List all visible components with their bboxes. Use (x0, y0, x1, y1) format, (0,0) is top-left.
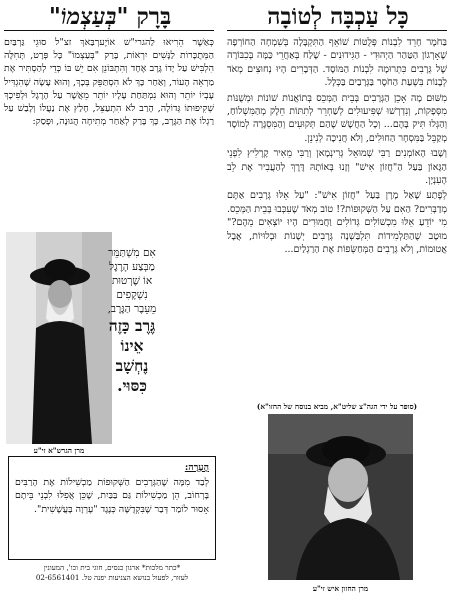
left-article-body (4, 36, 214, 130)
chazon-ish-portrait (268, 414, 413, 580)
right-photo-caption: מרן החזון איש זי"ע (312, 584, 369, 593)
right-article-body (227, 36, 447, 259)
poem-line-1: אִם מִשְׁתַּמֵּר (108, 247, 156, 259)
poem-line-9: כִּסּוּי. (117, 376, 147, 395)
poem-line-6: גֶּרֶב כָּזֶה (108, 316, 156, 335)
note-box (8, 456, 216, 560)
left-photo-caption: מרן הגרש"א זי"ע (33, 446, 85, 455)
chazon-ish-photo (268, 414, 413, 580)
right-title-rule (227, 30, 447, 31)
right-paragraph-3: וְשָׁבוּ הָאוֹמְנִים רַבִּי שְׁמוּאֵל גְּרִינְמָאן וְרַבִּי מֵאִיר קָרֶלִיץ לִפְנֵי הַגָּאוֹן בַּעַל הַ"חֲזוֹן אִישׁ" וְזָנוּ בְּאוֹתָהּ דֶּרֶךְ לְהַעֲבִיר אֶת לֵב הָעִנְיָן. (227, 148, 447, 187)
right-paragraph-2: מִשּׁוּם מָה אָכֵן הַגְּרָבִים בְּבֵית הַמְּכֵס בְּתוֹאֲנוֹת שׁוֹנוֹת וּמְשֻׁנּוֹת מִסְּפָקוֹת, וְנִדְרְשׁוּ שְׁפִּיעוּלִים לְשַׁחְרֵר לְתִתּוֹת חֵלֶק מְהַמִּשְׁלוֹחַ, וְהַגְּלוּ תִּיק בָּהֶם... וְכָל הַחֲשָׁשׁ שֶׁהַם תְּקוּעִים וְהַמִּסְגָּרָה לְמוֹסָד מְקַבֵּל בַּמִּסְחָר הַחוּלִים, וְלֹא חֲנִיכָה לְנִינֵן. (227, 92, 447, 144)
left-title-word: בָּרָק (136, 3, 172, 30)
poem-line-2: מַבְּצַע הָרֶגֶל (109, 261, 155, 273)
poem-line-5: מֵעֵבֶר הַגֶּרֶב, (107, 303, 157, 315)
right-article-title: כָּל עַכְבָּה לְטוֹבָה (267, 3, 409, 30)
note-heading: הֶעָרָה: (184, 462, 209, 473)
left-article-title (6, 4, 214, 30)
right-source-note: (סופר על ידי הגה"צ שליט"א, מביא בנוסח של החזו"א) (256, 402, 418, 411)
poem-line-4: נִשְׁקָפִים (116, 289, 148, 301)
poem-line-3: אוֹ שֶׁרְטוּת (111, 275, 153, 287)
footer-line-2: לעזור, לפעול בנושא הצניעות יפנה טל. 02-6561401 (35, 573, 189, 582)
left-paragraph-1: כְּאַשֶׁר הֵרִיאוּ לַהגרי"ש אוֹיֶערְבַּאךְ זצ"ל סוּגֵי גַּרְבַּיִם הַמְּתֻכָּרוֹת לַנָּשִׁים יִרְאוֹת, בָּרַק "בְּעַצְמוֹ" כָּל פְּרָט, תְּחִלָּה הִלְבִּישׁ עַל יָדוֹ גֶּרֶב אֶחָד וְהִתְבּוֹנֵן אִם יֵשׁ בּוֹ כְּדֵי לְהַסְתִּיר אֶת מַרְאֵה הָעוֹר, וְאַחַר כָּךְ לֹא הִסְתַּפֵּק בְּכָךְ, וְהוּא עָשָׂה שֶׁהִגְדִּיל עָבְיוֹ יוֹתֵר וְהוּא נִמְתַּחַת עָלָיו יוֹתֵר מֵאֲשֶׁר עַל הָרֶגֶל וּלְפִיכָךְ שְׁקִיפוּתוֹ גְּדוֹלָה, הָרַב לֹא הִתְעַצֵּל, חָלַץ אֶת נַעֲלוֹ וְלָבַשׁ עַל רַגְלוֹ אֶת הַגֶּרֶב, כָּךְ בָּרַק לְאַחַר מְתִיחָה הֲגוּנָה, וּפָסַק: (4, 37, 214, 128)
note-body: לְבַד מִמָּה שֶׁהַגְּרָבִים הַשְּׁקוּפוֹת מַכְשִׁילוֹת אֶת הָרַבִּים בָּרְחוֹב, הֵן מַכְשִׁילוֹת גַּם בַּבַּיִת, שֶׁכֵּן אֲפִלּוּ לִבְנֵי בֵּיתָם אָסוּר לוֹמַר דְּבַר שֶׁבִּקְדֻשָּׁה כְּנֶגֶד "עֶרְוָה בָּעֲשָׁשִׁית". (15, 476, 209, 515)
left-title-quote: "בְּעַצְמוֹ" (48, 3, 129, 30)
poem-line-7: אֵינוֹ (120, 336, 144, 355)
right-paragraph-4: לְפֶתַע שָׁאַל מָרָן בַּעַל "חֲזוֹן אִישׁ": "עַל אֵלּוּ גְּרָבִים אַתֶּם מְדַבְּרִים? הַאִם עַל הַשְּׁקוּפוֹת?! טוֹב מְאֹד שֶׁעִכְּבוּ בְּבֵית הַמְּכֵס. מִי יוֹדֵעַ אֵלּוּ מִכְשׁוֹלִים גְּדוֹלִים וַחֲמוּרִים הָיוּ יוֹצְאִים מֵהֶם?" מוּטָב שֶׁהַתַּלְמִידוֹת תִּלְבַּשְׁנָה גְּרָבִים יְשָׁנוֹת וּבְלוּיוֹת, אֲבָל אֲטוּמוֹת, וְלֹא גְּרָבִים הַמְּחַשְּׂפוֹת אֶת הַרַגְלַיִם... (227, 190, 447, 256)
right-paragraph-1: בַּחֹמֶר חָרֵד לִבְנוֹת פְּלֻטּוֹת שׁוֹאֵף הַתִּקְבָּלָה בְּשִׁמְחָה הַחוֹרְפָה שֶׁאָרְגוֹן הַטַּהַר הַיְהוּדִי - הַגִּידוּנִים - שָׁלַח בְּאַחֲרֵי כַּמָּה בְּכִבּוֹרָה שֶׁל גְּרָבִים כִּתְרוּמָה לִבְנוֹת הַמּוֹסָד. הַדְּבָרִים הָיוּ נְחוּצִים מְאֹד לְבָנוֹת בִּשְׁעַת הַחֹסֶר בַּגְּרָבַיִם בַּכְּלָל. (227, 37, 447, 89)
footer-notice (8, 563, 216, 583)
left-title-rule (4, 30, 214, 31)
left-poem (52, 246, 212, 396)
poem-line-8: נֶחְשָׁב (115, 356, 149, 375)
footer-line-1: *כתר מלכות* ארגון כנסים, חוגי בית וכו', המעונין (43, 563, 181, 572)
